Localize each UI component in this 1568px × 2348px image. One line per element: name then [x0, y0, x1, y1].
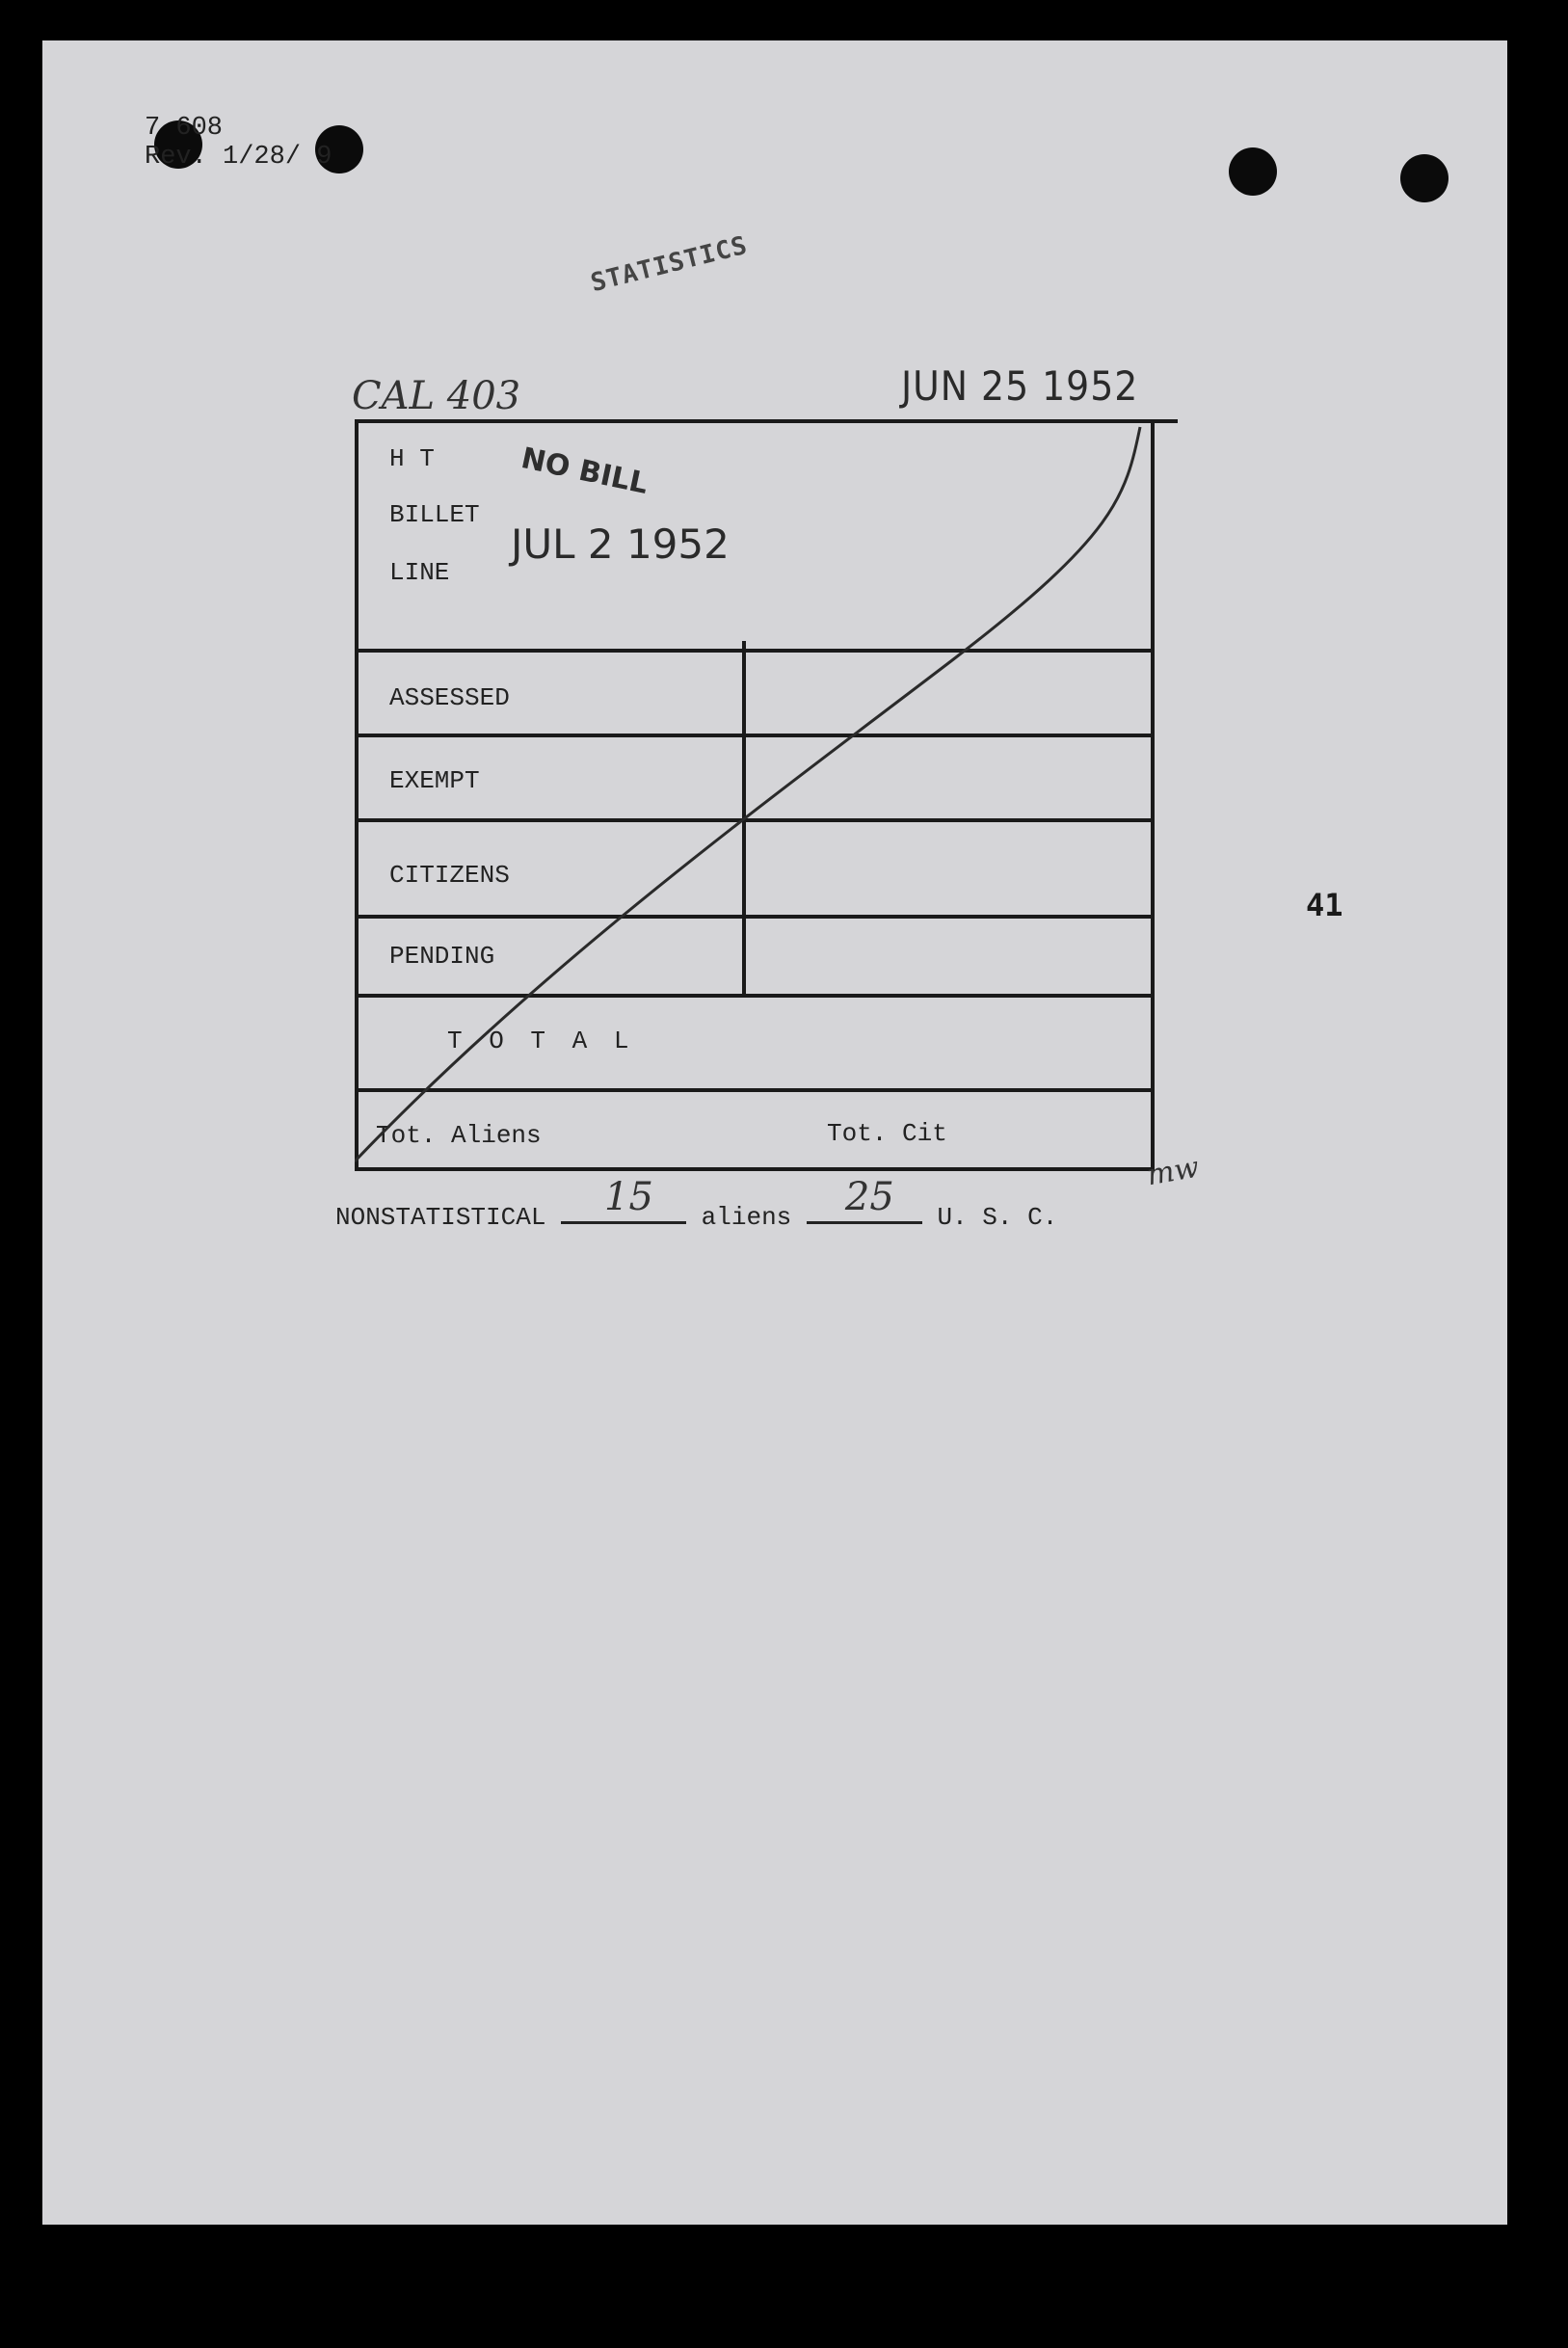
- tot-aliens-label: Tot. Aliens: [376, 1121, 542, 1150]
- form-number: [145, 114, 332, 172]
- no-bill-stamp: NO BILL: [518, 441, 651, 501]
- aliens-label: aliens: [701, 1203, 792, 1232]
- handwritten-code: CAL 403: [352, 374, 521, 418]
- usc-count: 25: [844, 1175, 894, 1219]
- total-label: T O T A L: [447, 1027, 635, 1055]
- handwritten-initials: mw: [1144, 1150, 1202, 1193]
- form-number-line1: 7 608: [145, 114, 224, 143]
- header-row-line: LINE: [389, 558, 450, 587]
- usc-label: U. S. C.: [937, 1203, 1058, 1232]
- row-label-exempt: EXEMPT: [389, 766, 480, 795]
- tot-cit-label: Tot. Cit: [827, 1119, 947, 1148]
- punch-hole-top-right-2: [1400, 154, 1448, 202]
- punch-hole-top-right-1: [1229, 147, 1277, 196]
- usc-count-blank: [807, 1175, 922, 1224]
- nonstatistical-line: [335, 1175, 1058, 1232]
- row-label-pending: PENDING: [389, 942, 495, 971]
- statistics-table: [355, 419, 1155, 1171]
- diagonal-strike-line: [355, 419, 1155, 1171]
- billed-date-stamp: JUL 2 1952: [511, 520, 730, 568]
- nonstatistical-label: NONSTATISTICAL: [335, 1203, 546, 1232]
- row-label-citizens: CITIZENS: [389, 861, 510, 890]
- page-mark: 41: [1306, 887, 1343, 923]
- received-date-stamp: JUN 25 1952: [901, 362, 1139, 410]
- row-label-assessed: ASSESSED: [389, 683, 510, 712]
- aliens-count-blank: [561, 1175, 686, 1224]
- form-number-line2: Rev. 1/28/ 9: [145, 143, 332, 172]
- statistics-stamp: STATISTICS: [588, 230, 751, 299]
- header-row-billet: BILLET: [389, 500, 480, 529]
- aliens-count: 15: [604, 1175, 653, 1219]
- header-row-ht: H T: [389, 444, 435, 473]
